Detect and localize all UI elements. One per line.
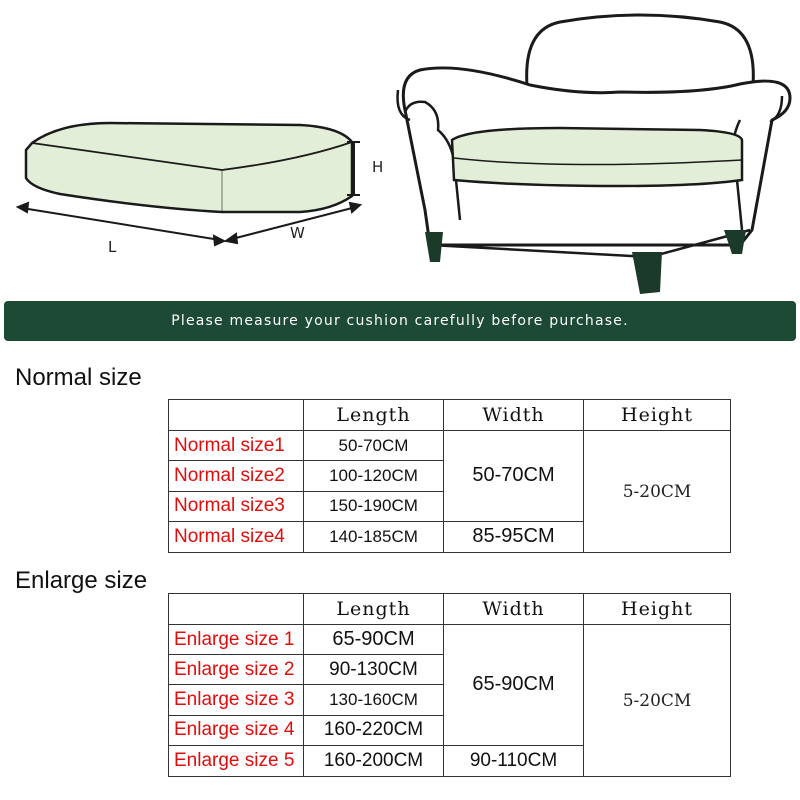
table-row (169, 431, 731, 461)
length-label: L (108, 238, 117, 256)
row-name: Enlarge size 2 (169, 655, 304, 685)
height-value: 5-20CM (584, 625, 731, 777)
header-width: Width (444, 594, 584, 625)
table-header-row (169, 594, 731, 625)
row-length: 65-90CM (304, 625, 444, 655)
header-height: Height (584, 400, 731, 431)
product-illustration (0, 0, 800, 300)
width-last: 85-95CM (444, 521, 584, 552)
width-group: 50-70CM (444, 431, 584, 522)
row-length: 140-185CM (304, 521, 444, 552)
header-blank (169, 594, 304, 625)
row-name: Enlarge size 1 (169, 625, 304, 655)
row-name: Normal size4 (169, 521, 304, 552)
header-width: Width (444, 400, 584, 431)
enlarge-size-table (168, 593, 731, 777)
normal-size-title: Normal size (15, 364, 142, 391)
row-length: 160-220CM (304, 715, 444, 745)
cushion-drawing (26, 123, 352, 212)
row-length: 100-120CM (304, 461, 444, 491)
banner-text: Please measure your cushion carefully before purchase. (171, 313, 629, 329)
header-length: Length (304, 594, 444, 625)
enlarge-size-title: Enlarge size (15, 567, 148, 594)
width-last: 90-110CM (444, 745, 584, 776)
row-name: Normal size3 (169, 491, 304, 521)
row-length: 160-200CM (304, 745, 444, 776)
table-header-row (169, 400, 731, 431)
height-label: H (372, 158, 384, 176)
row-name: Enlarge size 4 (169, 715, 304, 745)
height-value: 5-20CM (584, 431, 731, 553)
row-name: Enlarge size 5 (169, 745, 304, 776)
row-name: Normal size1 (169, 431, 304, 461)
measure-banner (4, 301, 796, 341)
row-length: 150-190CM (304, 491, 444, 521)
header-length: Length (304, 400, 444, 431)
row-name: Enlarge size 3 (169, 685, 304, 715)
row-length: 50-70CM (304, 431, 444, 461)
normal-size-table (168, 399, 731, 553)
header-blank (169, 400, 304, 431)
row-length: 130-160CM (304, 685, 444, 715)
header-height: Height (584, 594, 731, 625)
row-name: Normal size2 (169, 461, 304, 491)
table-row (169, 625, 731, 655)
width-group: 65-90CM (444, 625, 584, 746)
width-label: W (290, 224, 305, 242)
row-length: 90-130CM (304, 655, 444, 685)
armchair-drawing (398, 15, 791, 257)
